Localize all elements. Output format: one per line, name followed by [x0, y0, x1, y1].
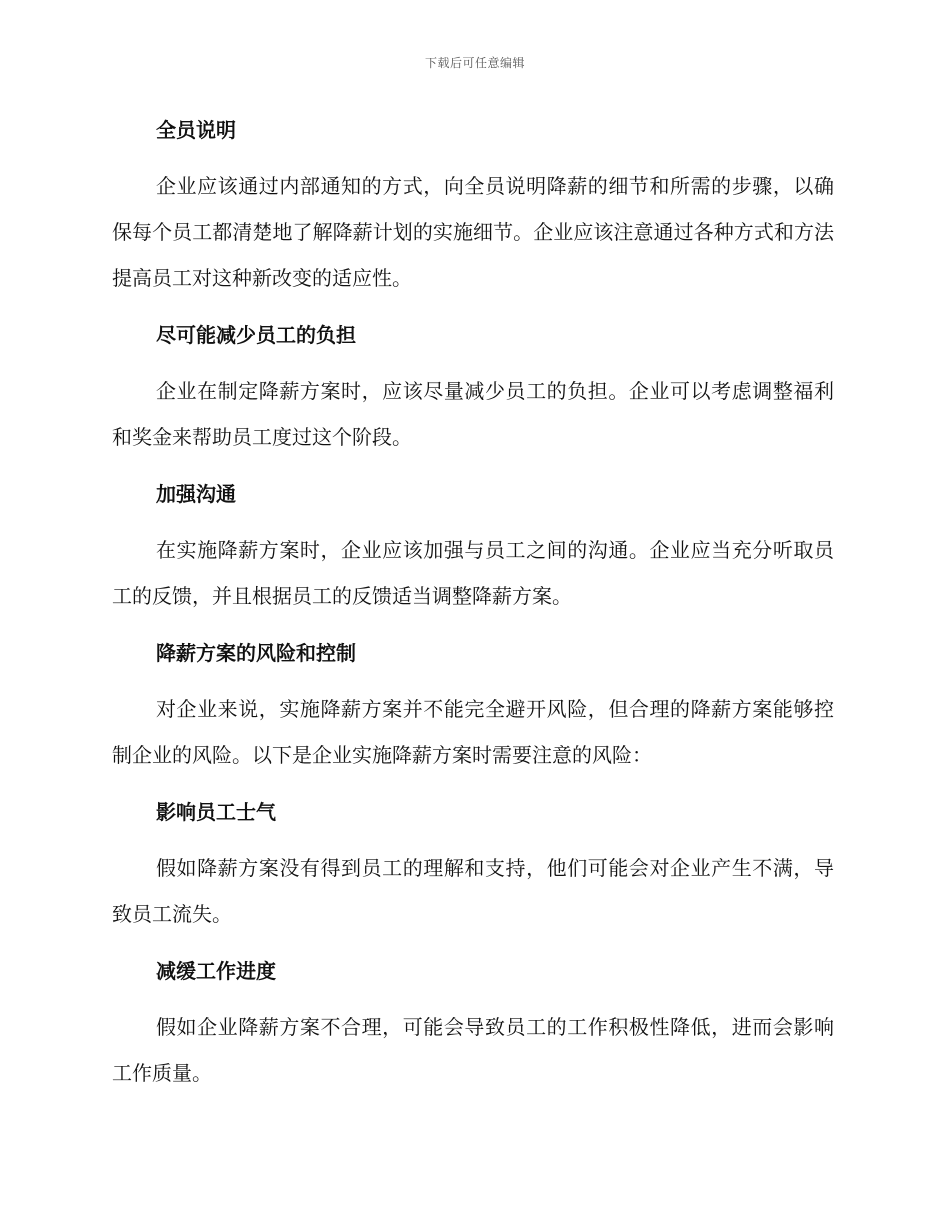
section-paragraph-reduce-burden: 企业在制定降薪方案时，应该尽量减少员工的负担。企业可以考虑调整福利和奖金来帮助员工度过这个阶段。: [112, 379, 834, 449]
section-heading-slow-progress: 减缓工作进度: [156, 959, 276, 983]
section-heading-all-staff-explanation: 全员说明: [156, 118, 236, 142]
document-body: [112, 108, 834, 1108]
header-note: 下载后可任意编辑: [424, 56, 525, 70]
section-paragraph-strengthen-communication: 在实施降薪方案时，企业应该加强与员工之间的沟通。企业应当充分听取员工的反馈，并且根据员工的反馈适当调整降薪方案。: [112, 538, 834, 608]
section-heading-reduce-burden: 尽可能减少员工的负担: [156, 323, 356, 347]
section-paragraph-morale-impact: 假如降薪方案没有得到员工的理解和支持，他们可能会对企业产生不满，导致员工流失。: [112, 856, 834, 926]
section-heading-strengthen-communication: 加强沟通: [156, 482, 236, 506]
section-paragraph-slow-progress: 假如企业降薪方案不合理，可能会导致员工的工作积极性降低，进而会影响工作质量。: [112, 1015, 834, 1085]
section-paragraph-risk-control: 对企业来说，实施降薪方案并不能完全避开风险，但合理的降薪方案能够控制企业的风险。以下是企业实施降薪方案时需要注意的风险：: [112, 697, 834, 767]
section-heading-risk-control: 降薪方案的风险和控制: [156, 641, 356, 665]
section-paragraph-all-staff-explanation: 企业应该通过内部通知的方式，向全员说明降薪的细节和所需的步骤，以确保每个员工都清楚地了解降薪计划的实施细节。企业应该注意通过各种方式和方法提高员工对这种新改变的适应性。: [112, 174, 834, 290]
section-heading-morale-impact: 影响员工士气: [156, 800, 276, 824]
